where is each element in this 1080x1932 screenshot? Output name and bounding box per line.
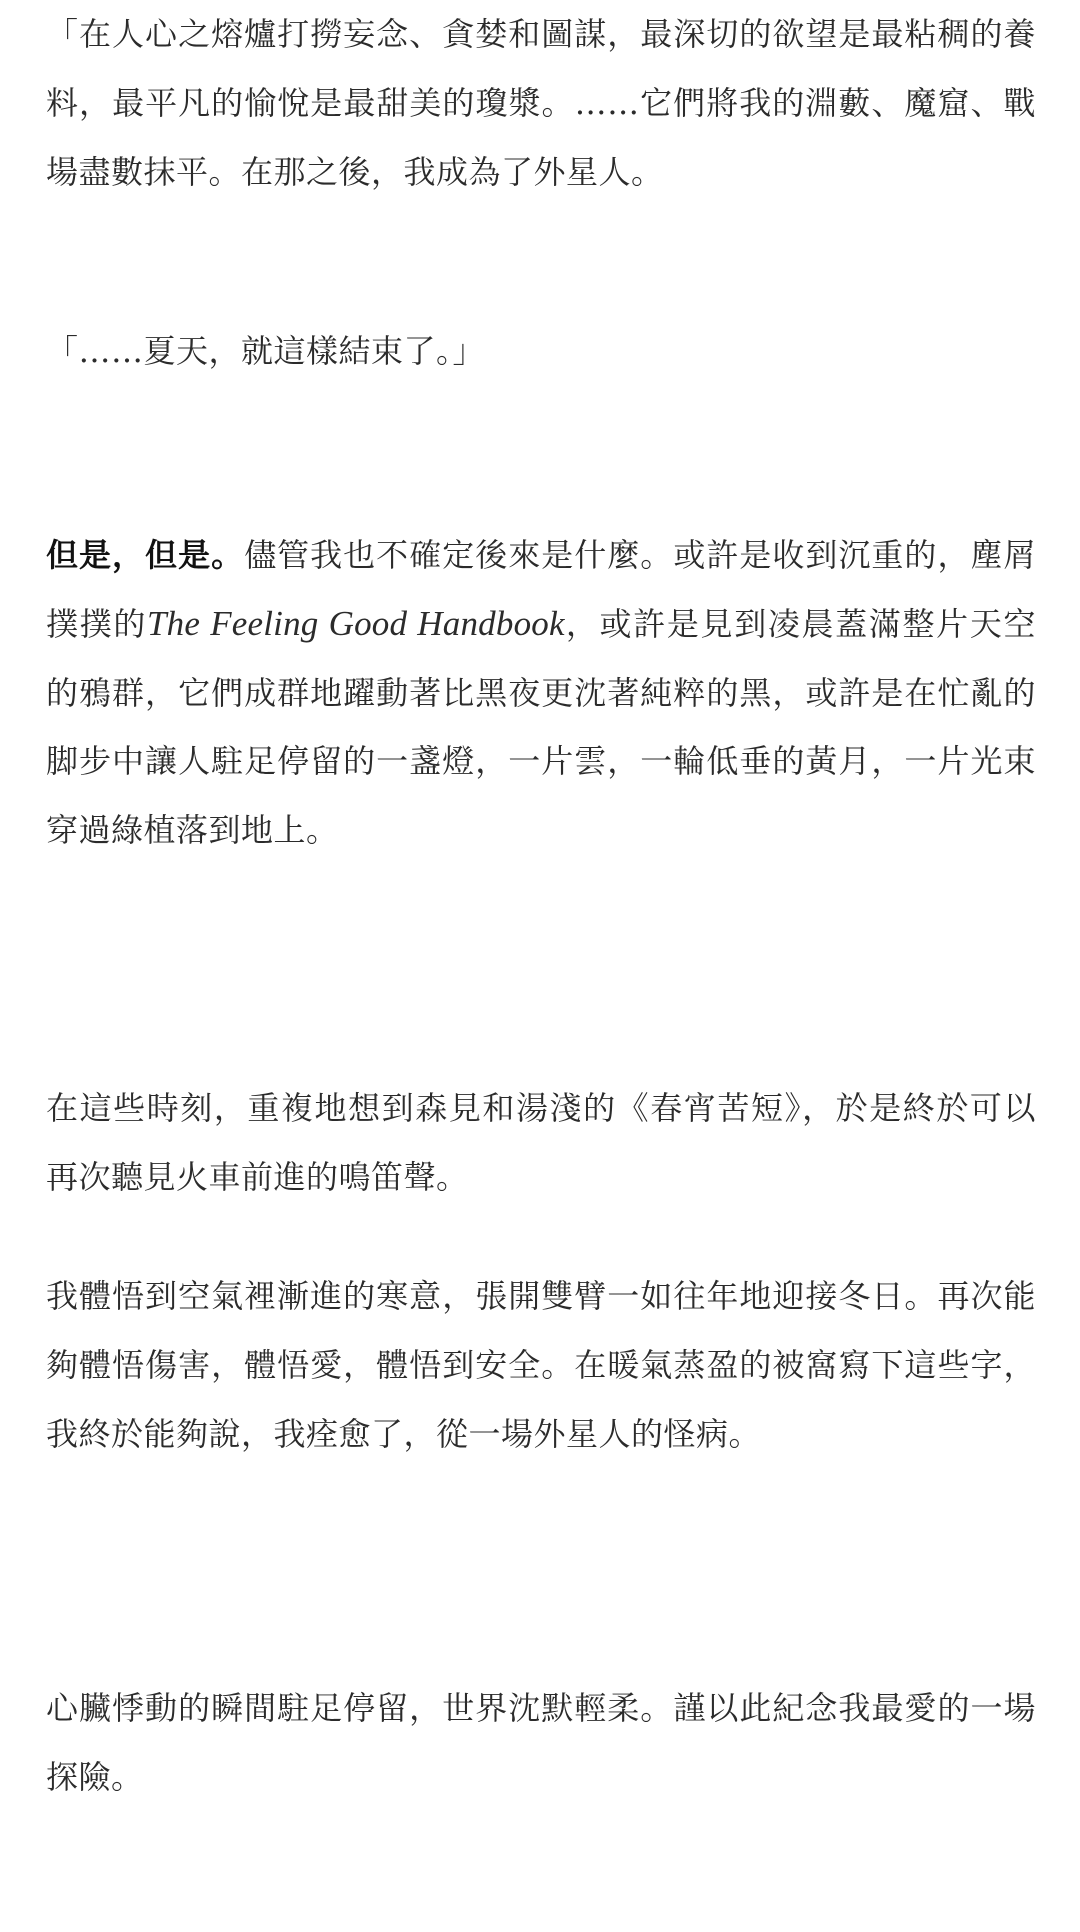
paragraph-winter-healing bbox=[46, 1262, 1036, 1468]
paragraph-text: 「在人心之熔爐打撈妄念、貪婪和圖謀，最深切的欲望是最粘稠的養料，最平凡的愉悅是最甜美的瓊漿。……它們將我的淵藪、魔窟、戰場盡數抹平。在那之後，我成為了外星人。 bbox=[46, 15, 1036, 191]
paragraph-text bbox=[46, 521, 1036, 865]
paragraph-text: 心臟悸動的瞬間駐足停留，世界沈默輕柔。謹以此紀念我最愛的一場探險。 bbox=[46, 1689, 1036, 1796]
paragraph-text: 我體悟到空氣裡漸進的寒意，張開雙臂一如往年地迎接冬日。再次能夠體悟傷害，體悟愛，體悟到安全。在暖氣蒸盈的被窩寫下這些字，我終於能夠說，我痊愈了，從一場外星人的怪病。 bbox=[46, 1277, 1036, 1453]
paragraph-summer-ended bbox=[46, 317, 1036, 386]
paragraph-dedication bbox=[46, 1674, 1036, 1812]
paragraph-text: 「……夏天，就這樣結束了。」 bbox=[46, 332, 486, 370]
book-title: The Feeling Good Handbook bbox=[147, 603, 565, 643]
paragraph-but-but bbox=[46, 521, 1036, 865]
bold-lead-text: 但是，但是。 bbox=[46, 536, 245, 574]
paragraph-tatami-reference bbox=[46, 1074, 1036, 1212]
paragraph-text-before-title: 儘管我也不確定後來是什麼。或許是收到沉重的，塵屑撲撲的 bbox=[46, 536, 1036, 643]
paragraph-text: 在這些時刻，重複地想到森見和湯淺的《春宵苦短》，於是終於可以再次聽見火車前進的鳴笛聲。 bbox=[46, 1089, 1036, 1196]
paragraph-alien-opening bbox=[46, 0, 1036, 206]
paragraph-text-after-title: ，或許是見到凌晨蓋滿整片天空的鴉群，它們成群地躍動著比黑夜更沈著純粹的黑，或許是在忙亂的脚步中讓人駐足停留的一盞燈，一片雲，一輪低垂的黃月，一片光束穿過綠植落到地上。 bbox=[46, 604, 1036, 850]
